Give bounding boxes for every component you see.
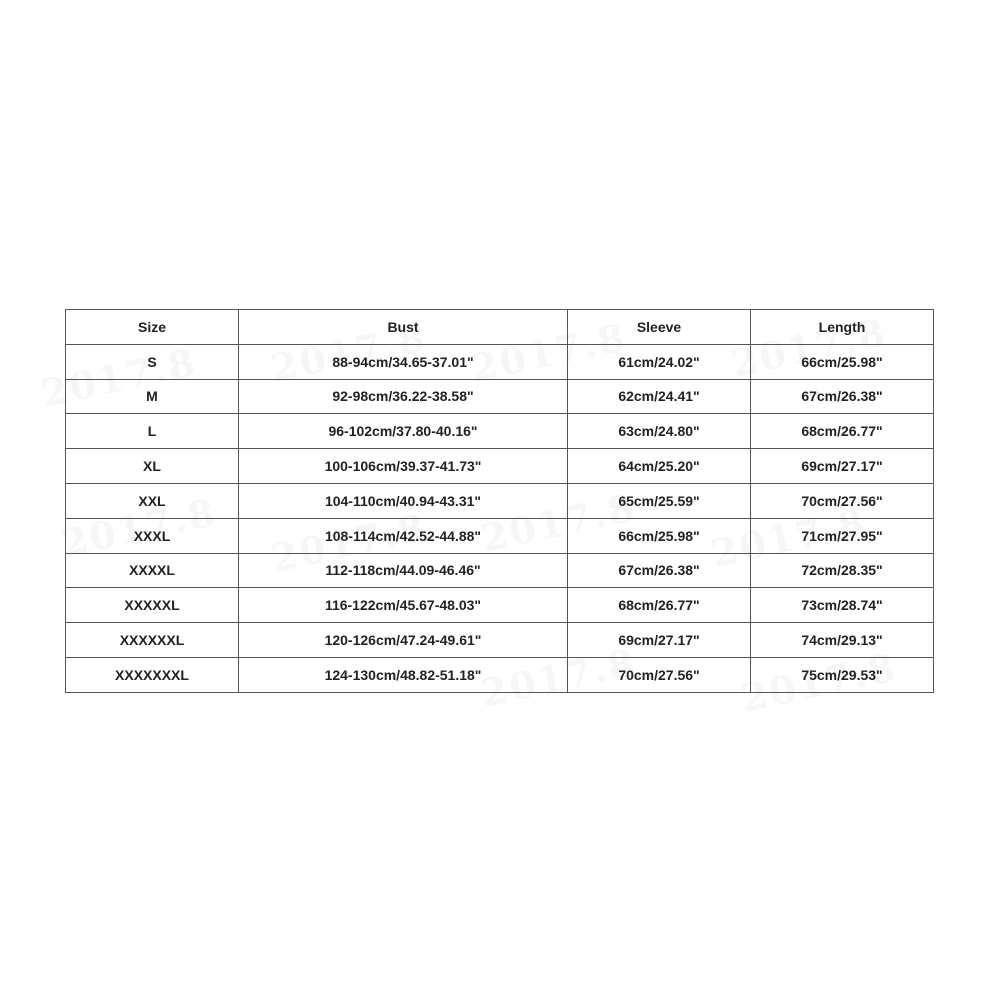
length-cell: 74cm/29.13" — [751, 623, 934, 658]
bust-cell: 88-94cm/34.65-37.01" — [239, 344, 568, 379]
bust-cell: 108-114cm/42.52-44.88" — [239, 518, 568, 553]
table-row — [66, 414, 934, 449]
size-cell: XXXXXXXL — [66, 657, 239, 692]
bust-cell: 116-122cm/45.67-48.03" — [239, 588, 568, 623]
size-cell: XXXL — [66, 518, 239, 553]
sleeve-cell: 68cm/26.77" — [568, 588, 751, 623]
size-cell: M — [66, 379, 239, 414]
table-row — [66, 553, 934, 588]
table-row — [66, 379, 934, 414]
sleeve-cell: 64cm/25.20" — [568, 449, 751, 484]
header-sleeve: Sleeve — [568, 310, 751, 345]
sleeve-cell: 65cm/25.59" — [568, 483, 751, 518]
table-row — [66, 657, 934, 692]
bust-cell: 100-106cm/39.37-41.73" — [239, 449, 568, 484]
size-chart-table — [65, 309, 934, 693]
sleeve-cell: 70cm/27.56" — [568, 657, 751, 692]
bust-cell: 112-118cm/44.09-46.46" — [239, 553, 568, 588]
bust-cell: 124-130cm/48.82-51.18" — [239, 657, 568, 692]
table-row — [66, 344, 934, 379]
size-cell: XXXXXL — [66, 588, 239, 623]
table-row — [66, 449, 934, 484]
size-cell: XXL — [66, 483, 239, 518]
table-header-row — [66, 310, 934, 345]
length-cell: 68cm/26.77" — [751, 414, 934, 449]
sleeve-cell: 61cm/24.02" — [568, 344, 751, 379]
sleeve-cell: 67cm/26.38" — [568, 553, 751, 588]
bust-cell: 96-102cm/37.80-40.16" — [239, 414, 568, 449]
bust-cell: 104-110cm/40.94-43.31" — [239, 483, 568, 518]
length-cell: 72cm/28.35" — [751, 553, 934, 588]
bust-cell: 120-126cm/47.24-49.61" — [239, 623, 568, 658]
sleeve-cell: 62cm/24.41" — [568, 379, 751, 414]
table-row — [66, 518, 934, 553]
table-row — [66, 623, 934, 658]
length-cell: 75cm/29.53" — [751, 657, 934, 692]
table-row — [66, 483, 934, 518]
size-cell: XXXXXXL — [66, 623, 239, 658]
size-cell: XL — [66, 449, 239, 484]
length-cell: 69cm/27.17" — [751, 449, 934, 484]
length-cell: 73cm/28.74" — [751, 588, 934, 623]
length-cell: 71cm/27.95" — [751, 518, 934, 553]
sleeve-cell: 69cm/27.17" — [568, 623, 751, 658]
size-cell: XXXXL — [66, 553, 239, 588]
sleeve-cell: 66cm/25.98" — [568, 518, 751, 553]
header-size: Size — [66, 310, 239, 345]
length-cell: 70cm/27.56" — [751, 483, 934, 518]
table-row — [66, 588, 934, 623]
size-cell: S — [66, 344, 239, 379]
header-length: Length — [751, 310, 934, 345]
bust-cell: 92-98cm/36.22-38.58" — [239, 379, 568, 414]
size-cell: L — [66, 414, 239, 449]
length-cell: 66cm/25.98" — [751, 344, 934, 379]
header-bust: Bust — [239, 310, 568, 345]
sleeve-cell: 63cm/24.80" — [568, 414, 751, 449]
length-cell: 67cm/26.38" — [751, 379, 934, 414]
